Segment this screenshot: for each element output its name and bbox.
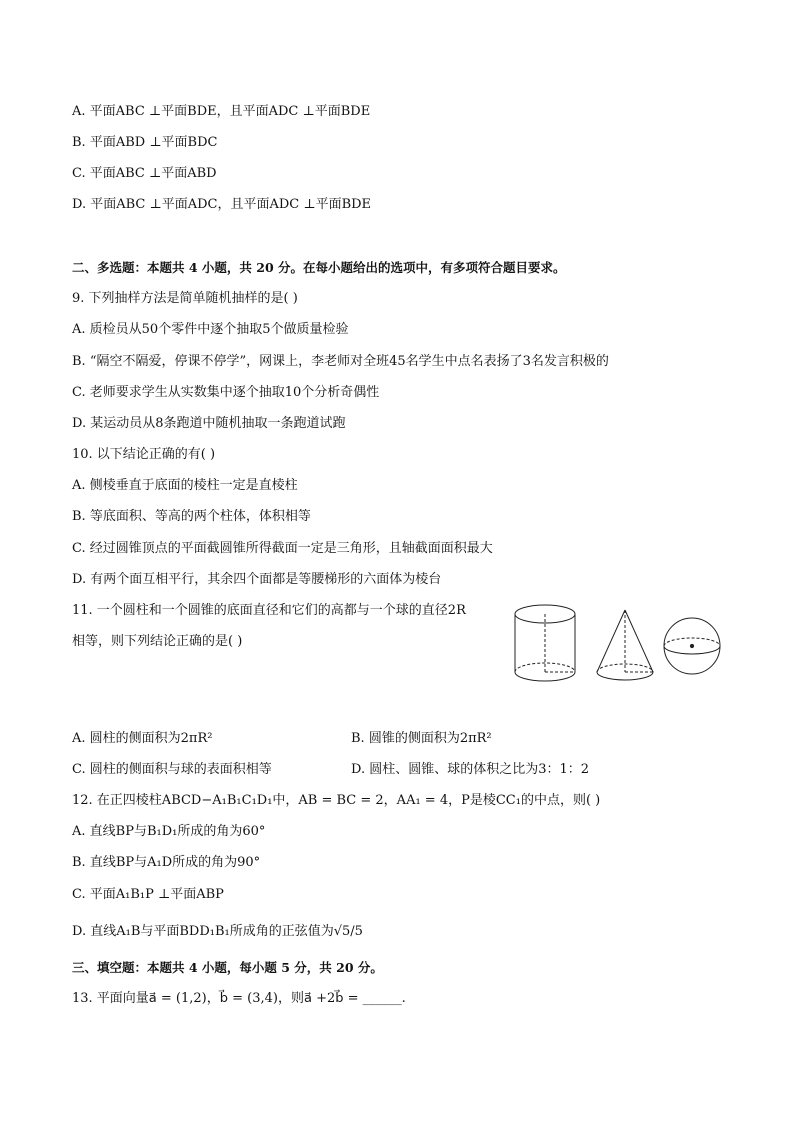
q11-option-c: C. 圆柱的侧面积与球的表面积相等 — [72, 762, 272, 777]
q11-stem-line1: 11. 一个圆柱和一个圆锥的底面直径和它们的高都与一个球的直径2R — [72, 603, 466, 618]
q12-option-d: D. 直线A₁B与平面BDD₁B₁所成角的正弦值为√5/5 — [72, 924, 363, 939]
q8-option-d: D. 平面ABC ⊥平面ADC，且平面ADC ⊥平面BDE — [72, 197, 372, 212]
q12-option-b: B. 直线BP与A₁D所成的角为90° — [72, 855, 261, 870]
sphere-icon — [664, 618, 720, 674]
q9-option-c: C. 老师要求学生从实数集中逐个抽取10个分析奇偶性 — [72, 385, 380, 400]
q9-stem: 9. 下列抽样方法是简单随机抽样的是( ) — [72, 291, 298, 306]
q11-stem-line2: 相等，则下列结论正确的是( ) — [72, 634, 243, 649]
cone-icon — [597, 610, 653, 680]
solids-figure — [508, 600, 728, 696]
cylinder-icon — [515, 605, 575, 681]
q12-option-a: A. 直线BP与B₁D₁所成的角为60° — [72, 824, 266, 839]
q9-option-a: A. 质检员从50个零件中逐个抽取5个做质量检验 — [72, 322, 349, 337]
q12-option-c: C. 平面A₁B₁P ⊥平面ABP — [72, 887, 224, 902]
q9-option-b: B. “隔空不隔爱，停课不停学”，网课上，李老师对全班45名学生中点名表扬了3名发言积极的 — [72, 354, 609, 369]
q11-option-a: A. 圆柱的侧面积为2πR² — [72, 731, 213, 746]
q10-option-b: B. 等底面积、等高的两个柱体，体积相等 — [72, 509, 311, 524]
q9-option-d: D. 某运动员从8条跑道中随机抽取一条跑道试跑 — [72, 416, 346, 431]
q10-option-d: D. 有两个面互相平行，其余四个面都是等腰梯形的六面体为棱台 — [72, 572, 442, 587]
q8-option-c: C. 平面ABC ⊥平面ABD — [72, 166, 217, 181]
section2-heading: 二、多选题：本题共 4 小题，共 20 分。在每小题给出的选项中，有多项符合题目要求。 — [72, 260, 566, 275]
q11-option-b: B. 圆锥的侧面积为2πR² — [351, 731, 492, 746]
q11-option-d: D. 圆柱、圆锥、球的体积之比为3：1：2 — [351, 762, 590, 777]
q13-stem: 13. 平面向量a⃗ = (1,2)，b⃗ = (3,4)，则a⃗ +2b⃗ = ______. — [72, 991, 406, 1006]
q8-option-b: B. 平面ABD ⊥平面BDC — [72, 135, 218, 150]
q12-stem: 12. 在正四棱柱ABCD−A₁B₁C₁D₁中，AB = BC = 2，AA₁ = 4，P是棱CC₁的中点，则( ) — [72, 793, 601, 808]
q10-stem: 10. 以下结论正确的有( ) — [72, 447, 216, 462]
q8-option-a: A. 平面ABC ⊥平面BDE，且平面ADC ⊥平面BDE — [72, 104, 371, 119]
q10-option-c: C. 经过圆锥顶点的平面截圆锥所得截面一定是三角形，且轴截面面积最大 — [72, 541, 493, 556]
q10-option-a: A. 侧棱垂直于底面的棱柱一定是直棱柱 — [72, 478, 298, 493]
section3-heading: 三、填空题：本题共 4 小题，每小题 5 分，共 20 分。 — [72, 960, 383, 975]
